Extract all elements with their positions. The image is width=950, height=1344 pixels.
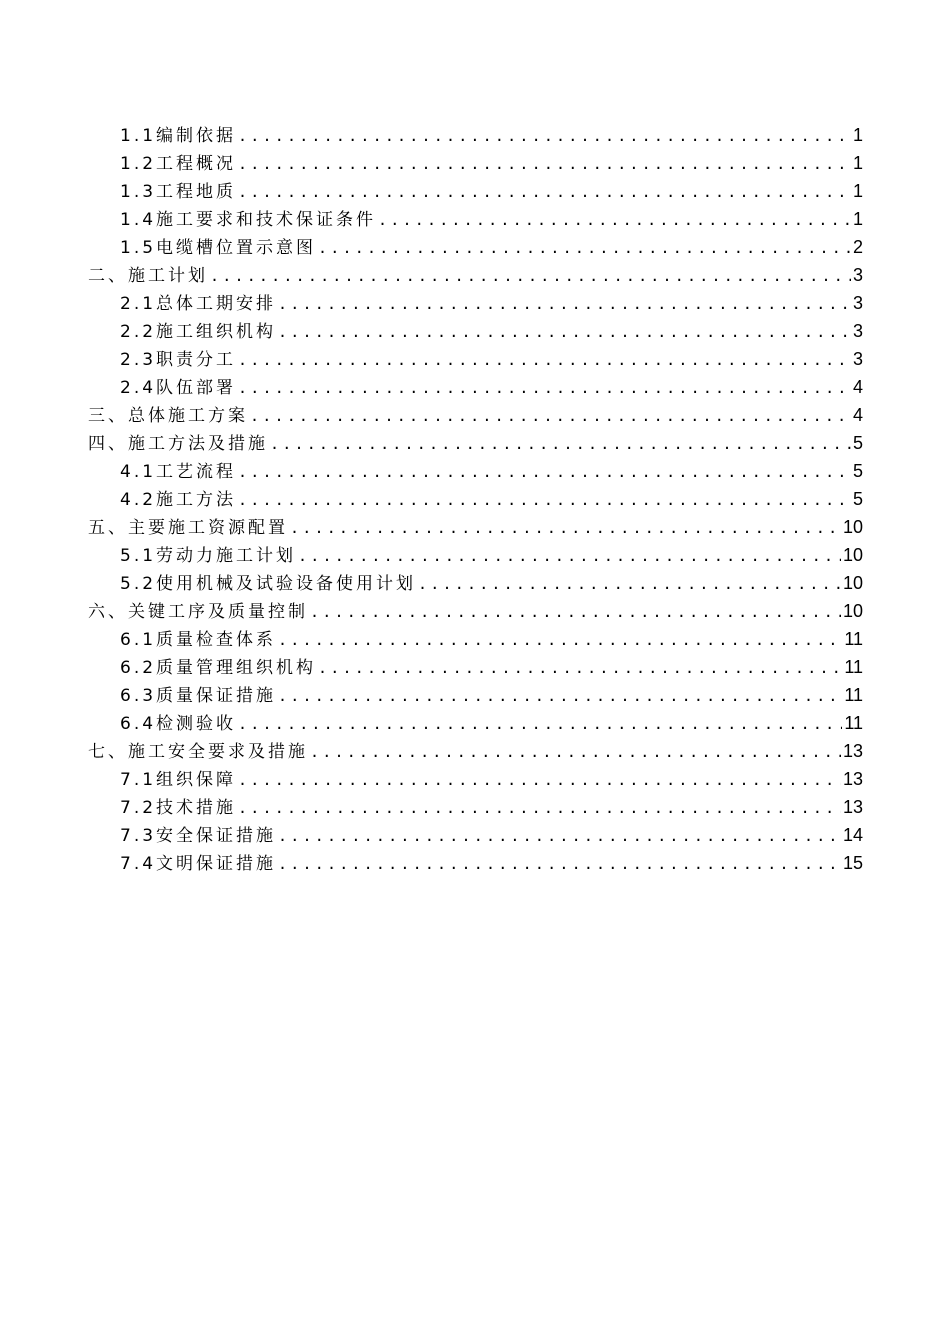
toc-entry-page-number: 5 <box>852 433 863 453</box>
toc-entry[interactable] <box>88 709 863 737</box>
toc-entry[interactable] <box>88 849 863 877</box>
toc-dot-leader <box>278 626 842 653</box>
toc-entry-page-number: 1 <box>852 153 863 173</box>
toc-entry-page-number: 1 <box>852 181 863 201</box>
toc-entry-line <box>120 681 863 709</box>
toc-entry-title: 五、主要施工资源配置 <box>88 514 290 541</box>
toc-entry-line <box>120 233 863 261</box>
toc-dot-leader <box>310 738 841 765</box>
toc-entry[interactable] <box>88 457 863 485</box>
toc-entry-line <box>120 765 863 793</box>
toc-entry-title: 6.2质量管理组织机构 <box>120 654 318 681</box>
toc-dot-leader <box>238 766 841 793</box>
toc-entry-line <box>120 653 863 681</box>
toc-entry-line <box>120 373 863 401</box>
toc-entry-page-number: 4 <box>852 377 863 397</box>
toc-entry-line <box>88 261 863 289</box>
toc-entry[interactable] <box>88 653 863 681</box>
toc-entry-line <box>120 709 863 737</box>
toc-entry-title: 2.3职责分工 <box>120 346 238 373</box>
toc-entry-title: 6.1质量检查体系 <box>120 626 278 653</box>
toc-entry-title: 6.3质量保证措施 <box>120 682 278 709</box>
toc-entry-page-number: 5 <box>852 489 863 509</box>
toc-entry[interactable] <box>88 793 863 821</box>
toc-entry[interactable] <box>88 121 863 149</box>
toc-entry[interactable] <box>88 149 863 177</box>
toc-entry-title: 2.1总体工期安排 <box>120 290 278 317</box>
toc-entry-page-number: 13 <box>842 797 863 817</box>
toc-dot-leader <box>238 374 851 401</box>
toc-dot-leader <box>278 682 842 709</box>
toc-dot-leader <box>278 822 841 849</box>
toc-entry-title: 6.4检测验收 <box>120 710 238 737</box>
toc-entry-page-number: 15 <box>842 853 863 873</box>
toc-entry-title: 5.2使用机械及试验设备使用计划 <box>120 570 418 597</box>
toc-dot-leader <box>418 570 841 597</box>
toc-entry[interactable] <box>88 681 863 709</box>
toc-entry-page-number: 13 <box>842 769 863 789</box>
toc-dot-leader <box>318 234 851 261</box>
toc-entry-title: 1.5电缆槽位置示意图 <box>120 234 318 261</box>
toc-entry-line <box>88 401 863 429</box>
toc-entry-title: 二、施工计划 <box>88 262 210 289</box>
toc-entry-line <box>88 429 863 457</box>
toc-entry-title: 7.4文明保证措施 <box>120 850 278 877</box>
toc-entry-title: 2.2施工组织机构 <box>120 318 278 345</box>
toc-entry-page-number: 3 <box>852 349 863 369</box>
toc-entry-line <box>120 177 863 205</box>
toc-entry-line <box>120 569 863 597</box>
toc-entry[interactable] <box>88 205 863 233</box>
toc-entry-page-number: 10 <box>842 545 863 565</box>
toc-entry-title: 七、施工安全要求及措施 <box>88 738 310 765</box>
toc-entry-line <box>120 541 863 569</box>
toc-dot-leader <box>238 150 851 177</box>
toc-entry-title: 7.3安全保证措施 <box>120 822 278 849</box>
toc-entry[interactable] <box>88 317 863 345</box>
toc-dot-leader <box>238 346 851 373</box>
toc-dot-leader <box>238 486 851 513</box>
toc-entry-line <box>120 205 863 233</box>
toc-dot-leader <box>238 458 851 485</box>
toc-entry-line <box>120 821 863 849</box>
toc-entry-page-number: 14 <box>842 825 863 845</box>
toc-entry[interactable] <box>88 765 863 793</box>
toc-entry-line <box>120 849 863 877</box>
toc-entry-page-number: 4 <box>852 405 863 425</box>
toc-entry[interactable] <box>88 569 863 597</box>
toc-dot-leader <box>270 430 851 457</box>
toc-dot-leader <box>210 262 851 289</box>
toc-entry-line <box>120 485 863 513</box>
table-of-contents <box>88 121 863 877</box>
toc-dot-leader <box>238 710 842 737</box>
toc-dot-leader <box>238 122 851 149</box>
toc-entry[interactable] <box>88 401 863 429</box>
toc-entry-page-number: 2 <box>852 237 863 257</box>
toc-entry[interactable] <box>88 429 863 457</box>
toc-entry[interactable] <box>88 345 863 373</box>
toc-entry-line <box>120 121 863 149</box>
toc-entry-title: 1.3工程地质 <box>120 178 238 205</box>
toc-entry-page-number: 11 <box>844 713 863 733</box>
toc-entry-line <box>88 737 863 765</box>
toc-entry[interactable] <box>88 513 863 541</box>
toc-entry[interactable] <box>88 541 863 569</box>
toc-entry-page-number: 13 <box>842 741 863 761</box>
toc-entry-page-number: 1 <box>852 125 863 145</box>
toc-dot-leader <box>278 850 841 877</box>
toc-entry[interactable] <box>88 737 863 765</box>
toc-dot-leader <box>238 794 841 821</box>
toc-entry-line <box>120 625 863 653</box>
toc-entry-line <box>120 149 863 177</box>
toc-dot-leader <box>318 654 842 681</box>
toc-entry-line <box>88 513 863 541</box>
toc-dot-leader <box>298 542 841 569</box>
toc-entry[interactable] <box>88 177 863 205</box>
toc-entry[interactable] <box>88 261 863 289</box>
toc-entry-page-number: 10 <box>842 517 863 537</box>
toc-entry-line <box>120 317 863 345</box>
toc-entry[interactable] <box>88 597 863 625</box>
toc-entry-title: 4.1工艺流程 <box>120 458 238 485</box>
toc-entry[interactable] <box>88 373 863 401</box>
toc-entry-page-number: 3 <box>852 293 863 313</box>
toc-entry-line <box>120 289 863 317</box>
toc-entry-page-number: 10 <box>842 601 863 621</box>
toc-entry[interactable] <box>88 289 863 317</box>
toc-entry-title: 4.2施工方法 <box>120 486 238 513</box>
toc-entry-title: 5.1劳动力施工计划 <box>120 542 298 569</box>
toc-entry-page-number: 10 <box>842 573 863 593</box>
toc-entry-title: 1.1编制依据 <box>120 122 238 149</box>
toc-entry-page-number: 11 <box>844 657 863 677</box>
toc-dot-leader <box>250 402 851 429</box>
toc-entry-title: 四、施工方法及措施 <box>88 430 270 457</box>
toc-entry-title: 2.4队伍部署 <box>120 374 238 401</box>
toc-entry-title: 1.4施工要求和技术保证条件 <box>120 206 378 233</box>
toc-entry-page-number: 1 <box>852 209 863 229</box>
toc-dot-leader <box>278 290 851 317</box>
toc-entry-line <box>120 345 863 373</box>
toc-dot-leader <box>278 318 851 345</box>
toc-entry-line <box>88 597 863 625</box>
toc-entry-page-number: 5 <box>852 461 863 481</box>
toc-entry-title: 7.2技术措施 <box>120 794 238 821</box>
toc-entry-page-number: 3 <box>852 321 863 341</box>
toc-dot-leader <box>310 598 841 625</box>
toc-entry[interactable] <box>88 485 863 513</box>
toc-entry[interactable] <box>88 233 863 261</box>
toc-dot-leader <box>238 178 851 205</box>
toc-entry-line <box>120 793 863 821</box>
toc-entry[interactable] <box>88 821 863 849</box>
toc-entry-title: 7.1组织保障 <box>120 766 238 793</box>
toc-dot-leader <box>290 514 841 541</box>
toc-entry-page-number: 11 <box>844 685 863 705</box>
toc-entry-page-number: 3 <box>852 265 863 285</box>
toc-entry[interactable] <box>88 625 863 653</box>
toc-entry-title: 1.2工程概况 <box>120 150 238 177</box>
toc-entry-page-number: 11 <box>844 629 863 649</box>
toc-dot-leader <box>378 206 851 233</box>
toc-entry-title: 三、总体施工方案 <box>88 402 250 429</box>
toc-entry-line <box>120 457 863 485</box>
toc-entry-title: 六、关键工序及质量控制 <box>88 598 310 625</box>
